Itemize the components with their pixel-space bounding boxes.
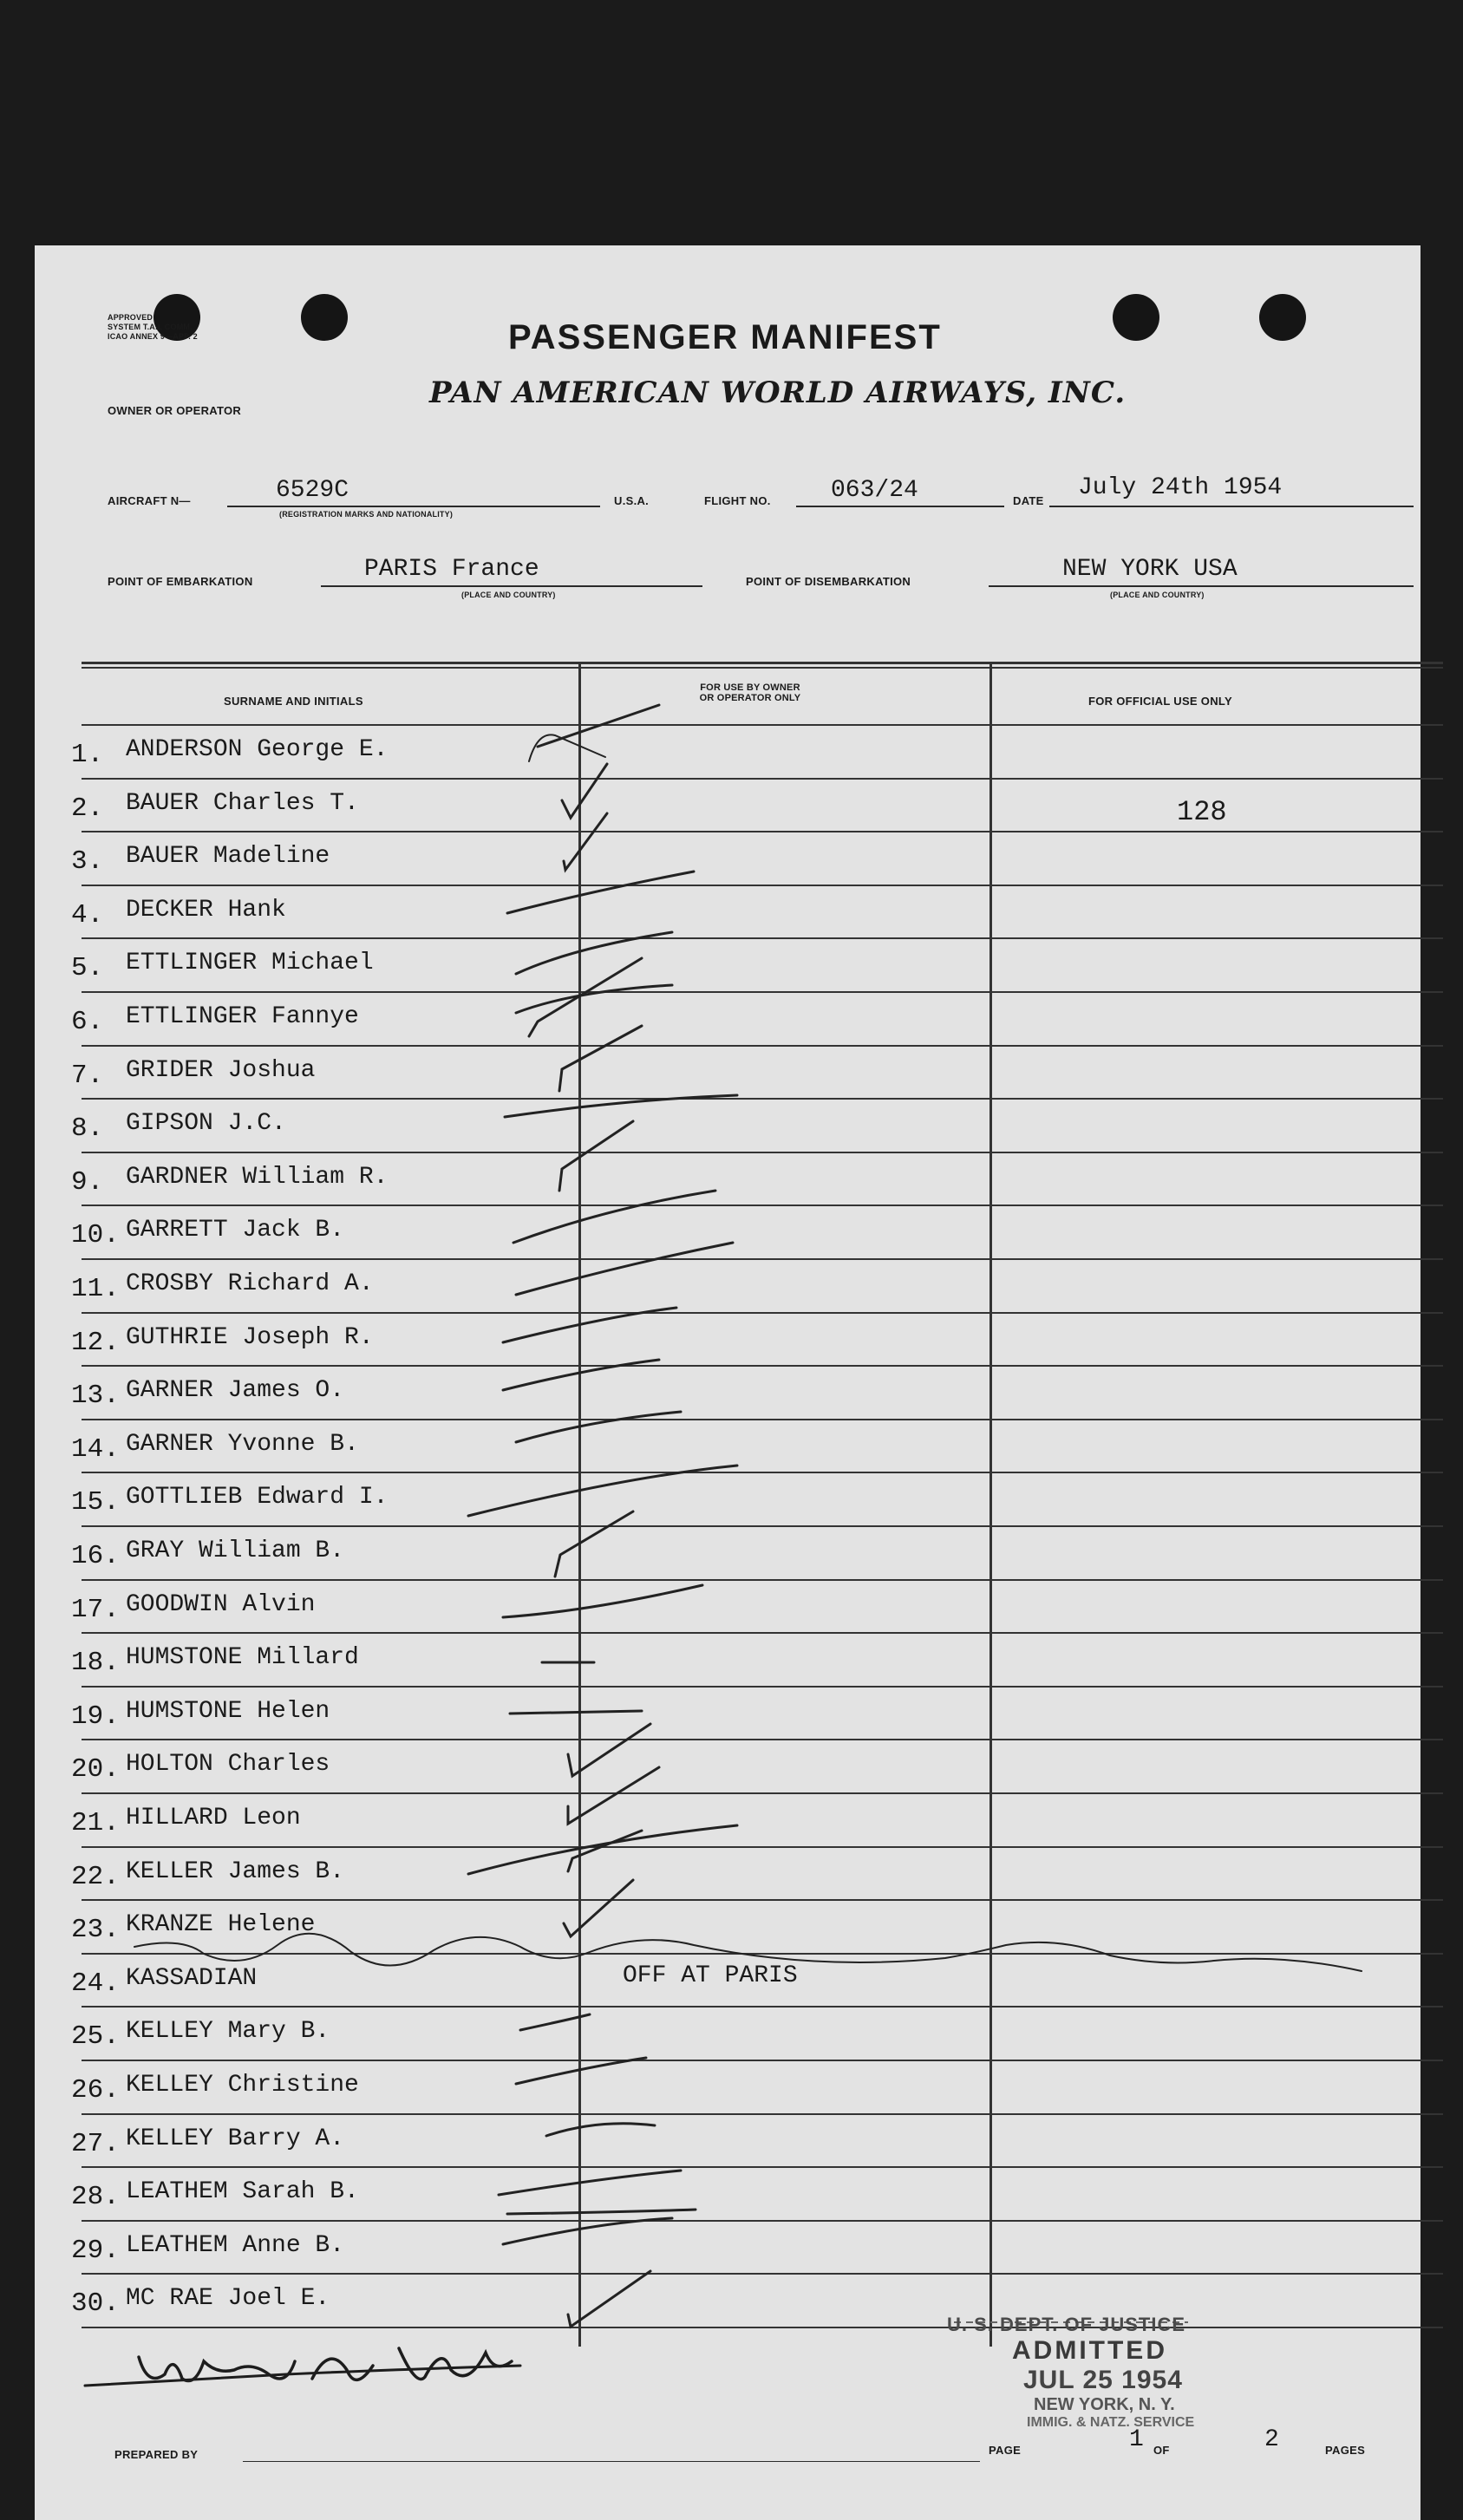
passenger-number: 22.	[71, 1862, 120, 1892]
passenger-name: KELLEY Barry A.	[126, 2125, 345, 2152]
passenger-name: HILLARD Leon	[126, 1805, 301, 1831]
passenger-name: LEATHEM Sarah B.	[126, 2178, 359, 2205]
passenger-number: 7.	[71, 1061, 104, 1091]
approval-note: APPROVED SYSTEM T.A.I. COMM. ICAO ANNEX 9—APP. 2	[108, 313, 198, 341]
page-label: PAGE	[989, 2444, 1022, 2457]
passenger-number: 12.	[71, 1328, 120, 1358]
page-total: 2	[1264, 2426, 1279, 2453]
embark-caption: (PLACE AND COUNTRY)	[461, 591, 556, 599]
passenger-number: 18.	[71, 1648, 120, 1678]
passenger-number: 23.	[71, 1915, 120, 1945]
form-title: PASSENGER MANIFEST	[508, 318, 942, 356]
passenger-number: 10.	[71, 1220, 120, 1250]
disembark-label: POINT OF DISEMBARKATION	[746, 575, 911, 588]
col-official: FOR OFFICIAL USE ONLY	[1088, 695, 1232, 708]
passenger-number: 15.	[71, 1487, 120, 1518]
passenger-number: 5.	[71, 953, 104, 983]
embark-label: POINT OF EMBARKATION	[108, 575, 253, 588]
passenger-name: GOTTLIEB Edward I.	[126, 1484, 389, 1511]
passenger-name: BAUER Charles T.	[126, 790, 359, 817]
passenger-name: HOLTON Charles	[126, 1751, 330, 1778]
passenger-name: GRAY William B.	[126, 1537, 345, 1564]
passenger-name: HUMSTONE Millard	[126, 1644, 359, 1671]
passenger-name: GIPSON J.C.	[126, 1110, 286, 1137]
passenger-name: LEATHEM Anne B.	[126, 2232, 345, 2259]
passenger-name: CROSBY Richard A.	[126, 1270, 374, 1297]
passenger-name: GARDNER William R.	[126, 1164, 389, 1191]
aircraft-label: AIRCRAFT N—	[108, 494, 191, 507]
passenger-number: 28.	[71, 2182, 120, 2212]
passenger-number: 11.	[71, 1274, 120, 1304]
passenger-name: KELLEY Christine	[126, 2072, 359, 2099]
passenger-name: GARNER James O.	[126, 1377, 345, 1404]
owner-label: OWNER OR OPERATOR	[108, 404, 242, 417]
flight-label: FLIGHT NO.	[704, 494, 771, 507]
flight-value: 063/24	[831, 477, 918, 504]
embark-value: PARIS France	[364, 556, 539, 583]
date-label: DATE	[1013, 494, 1044, 507]
passenger-name: GOODWIN Alvin	[126, 1591, 316, 1618]
aircraft-value: 6529C	[276, 477, 349, 504]
passenger-name: DECKER Hank	[126, 897, 286, 924]
passenger-number: 24.	[71, 1968, 120, 1999]
airline-name: PAN AMERICAN WORLD AIRWAYS, INC.	[429, 375, 1127, 410]
passenger-number: 1.	[71, 740, 104, 770]
passenger-number: 2.	[71, 793, 104, 824]
passenger-number: 21.	[71, 1808, 120, 1838]
disembark-value: NEW YORK USA	[1062, 556, 1238, 583]
passenger-number: 17.	[71, 1595, 120, 1625]
passenger-name: GARNER Yvonne B.	[126, 1431, 359, 1458]
pages-label: PAGES	[1325, 2444, 1366, 2457]
prepared-label: PREPARED BY	[114, 2448, 199, 2461]
official-note: 128	[1177, 796, 1227, 828]
passenger-name: HUMSTONE Helen	[126, 1698, 330, 1725]
passenger-name: KELLEY Mary B.	[126, 2018, 330, 2045]
col-owner: FOR USE BY OWNER OR OPERATOR ONLY	[699, 682, 801, 703]
passenger-number: 27.	[71, 2129, 120, 2159]
passenger-number: 26.	[71, 2075, 120, 2105]
passenger-number: 16.	[71, 1541, 120, 1571]
passenger-number: 29.	[71, 2236, 120, 2266]
passenger-name: GARRETT Jack B.	[126, 1217, 345, 1244]
aircraft-caption: (REGISTRATION MARKS AND NATIONALITY)	[279, 510, 454, 519]
passenger-number: 30.	[71, 2288, 120, 2319]
passenger-number: 19.	[71, 1701, 120, 1732]
check-marks	[35, 245, 1421, 2520]
date-value: July 24th 1954	[1078, 474, 1283, 501]
passenger-name: ETTLINGER Fannye	[126, 1003, 359, 1030]
passenger-number: 6.	[71, 1007, 104, 1037]
passenger-name: GUTHRIE Joseph R.	[126, 1324, 374, 1351]
page-number: 1	[1129, 2426, 1144, 2453]
passenger-name: ETTLINGER Michael	[126, 950, 374, 976]
passenger-name: KRANZE Helene	[126, 1911, 316, 1938]
passenger-name: MC RAE Joel E.	[126, 2285, 330, 2312]
off-at-paris-note: OFF AT PARIS	[623, 1962, 798, 1989]
passenger-number: 13.	[71, 1381, 120, 1411]
passenger-name: KASSADIAN	[126, 1965, 258, 1992]
passenger-name: ANDERSON George E.	[126, 736, 389, 763]
col-surname: SURNAME AND INITIALS	[224, 695, 363, 708]
passenger-name: GRIDER Joshua	[126, 1057, 316, 1084]
disembark-caption: (PLACE AND COUNTRY)	[1110, 591, 1205, 599]
passenger-number: 9.	[71, 1167, 104, 1198]
passenger-number: 14.	[71, 1434, 120, 1465]
passenger-name: KELLER James B.	[126, 1858, 345, 1885]
passenger-number: 8.	[71, 1113, 104, 1144]
admitted-stamp: U. S. DEPT. OF JUSTICE ADMITTED JUL 25 1954 NEW YORK, N. Y. IMMIG. & NATZ. SERVICE	[947, 2314, 1195, 2430]
page-of: OF	[1153, 2444, 1170, 2457]
manifest-sheet	[35, 245, 1421, 2520]
passenger-number: 3.	[71, 846, 104, 877]
passenger-name: BAUER Madeline	[126, 843, 330, 870]
passenger-number: 25.	[71, 2021, 120, 2052]
passenger-number: 20.	[71, 1754, 120, 1785]
usa-label: U.S.A.	[614, 494, 650, 507]
passenger-number: 4.	[71, 900, 104, 930]
